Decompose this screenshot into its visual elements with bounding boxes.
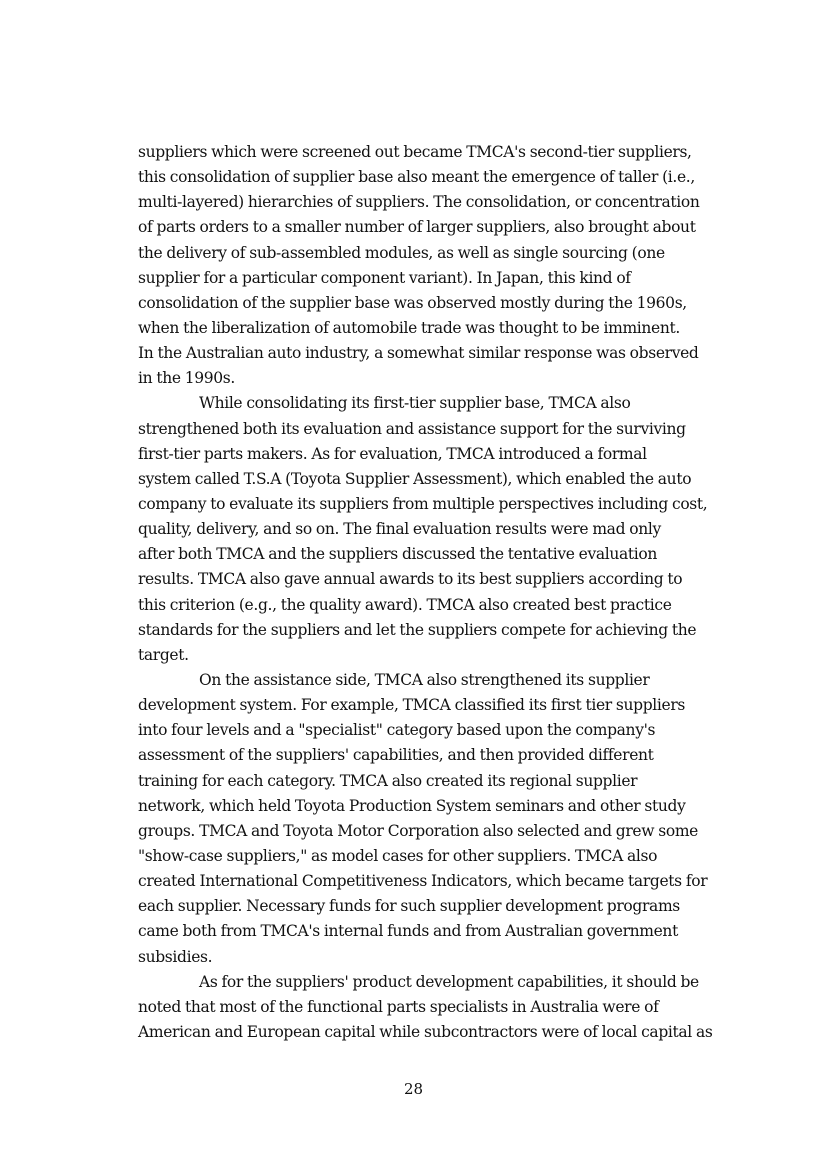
text-line: in the 1990s. (138, 369, 235, 388)
text-line: company to evaluate its suppliers from multiple perspectives including cost, (138, 494, 708, 513)
text-line: development system. For example, TMCA classified its first tier suppliers (138, 696, 686, 715)
text-line: system called T.S.A (Toyota Supplier Assessment), which enabled the auto (138, 469, 692, 488)
text-line: first-tier parts makers. As for evaluation, TMCA introduced a formal (138, 444, 647, 463)
text-line: network, which held Toyota Production System seminars and other study (138, 796, 686, 815)
text-line: quality, delivery, and so on. The final evaluation results were mad only (138, 520, 661, 539)
text-line: standards for the suppliers and let the suppliers compete for achieving the (138, 620, 697, 639)
text-line: this criterion (e.g., the quality award). TMCA also created best practice (138, 595, 672, 614)
text-line: each supplier. Necessary funds for such supplier development programs (138, 897, 680, 916)
text-line: noted that most of the functional parts specialists in Australia were of (138, 997, 659, 1016)
body-text (138, 140, 728, 1045)
paragraph-first-line: As for the suppliers' product development capabilities, it should be (199, 972, 699, 991)
text-line: strengthened both its evaluation and assistance support for the surviving (138, 419, 686, 438)
text-line: created International Competitiveness Indicators, which became targets for (138, 872, 708, 891)
text-line: target. (138, 645, 189, 664)
text-line: groups. TMCA and Toyota Motor Corporation also selected and grew some (138, 821, 699, 840)
text-line: multi-layered) hierarchies of suppliers. The consolidation, or concentration (138, 193, 700, 212)
paragraph-first-line: On the assistance side, TMCA also strengthened its supplier (199, 670, 650, 689)
text-line: results. TMCA also gave annual awards to its best suppliers according to (138, 570, 683, 589)
text-line: consolidation of the supplier base was observed mostly during the 1960s, (138, 293, 687, 312)
text-line: when the liberalization of automobile trade was thought to be imminent. (138, 318, 680, 337)
text-line: assessment of the suppliers' capabilities, and then provided different (138, 746, 654, 765)
text-line: training for each category. TMCA also created its regional supplier (138, 771, 638, 790)
text-line: of parts orders to a smaller number of larger suppliers, also brought about (138, 218, 696, 237)
text-line: this consolidation of supplier base also meant the emergence of taller (i.e., (138, 168, 695, 187)
text-line: "show-case suppliers," as model cases for other suppliers. TMCA also (138, 846, 658, 865)
text-line: American and European capital while subcontractors were of local capital as (138, 1022, 713, 1041)
text-line: the delivery of sub-assembled modules, as well as single sourcing (one (138, 243, 665, 262)
text-line: subsidies. (138, 947, 213, 966)
text-line: In the Australian auto industry, a somewhat similar response was observed (138, 344, 699, 363)
text-line: supplier for a particular component variant). In Japan, this kind of (138, 268, 631, 287)
text-line: into four levels and a "specialist" category based upon the company's (138, 721, 656, 740)
text-line: suppliers which were screened out became TMCA's second-tier suppliers, (138, 143, 692, 161)
text-line: came both from TMCA's internal funds and from Australian government (138, 922, 678, 941)
paragraph-first-line: While consolidating its first-tier supplier base, TMCA also (199, 394, 631, 413)
text-line: after both TMCA and the suppliers discussed the tentative evaluation (138, 545, 658, 564)
page-number: 28 (403, 1080, 424, 1098)
